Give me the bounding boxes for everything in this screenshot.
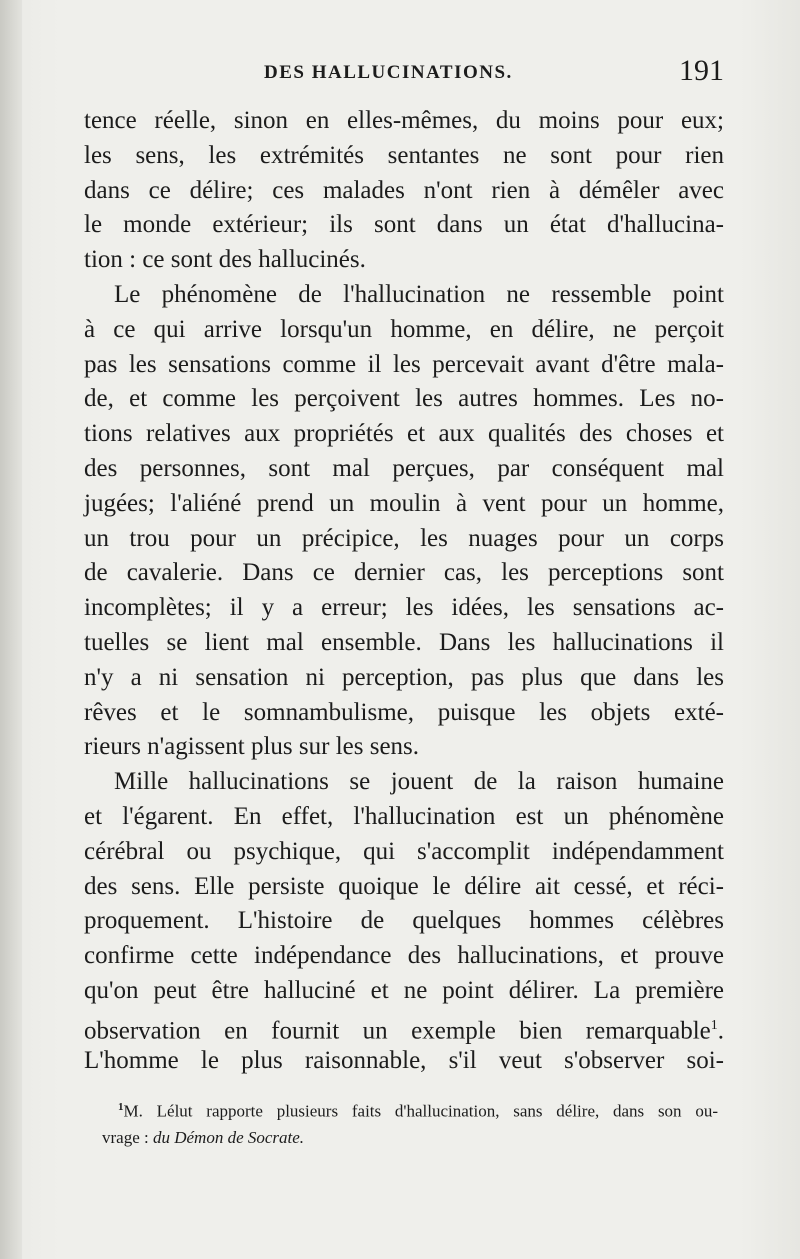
text-line: à ce qui arrive lorsqu'un homme, en délire, ne perçoit [84,315,724,343]
text-line: pas les sensations comme il les percevait avant d'être mala- [84,350,724,378]
paragraph-start-line: Mille hallucinations se jouent de la raison humaine [114,768,724,796]
footnote [102,1094,718,1151]
text-line: rêves et le somnambulisme, puisque les objets exté- [84,698,724,726]
running-title: DES HALLUCINATIONS. [264,62,513,83]
text-line: de, et comme les perçoivent les autres hommes. Les no- [84,385,724,413]
text-line: jugées; l'aliéné prend un moulin à vent pour un homme, [84,489,724,517]
text-line: qu'on peut être halluciné et ne point délirer. La première [84,976,724,1004]
text-line: des sens. Elle persiste quoique le délire ait cessé, et réci- [84,872,724,900]
footnote-book-title: du Démon de Socrate. [152,1127,305,1147]
text-line: L'homme le plus raisonnable, s'il veut s'observer soi- [84,1046,724,1074]
text-line: n'y a ni sensation ni perception, pas plus que dans les [84,663,724,691]
text-line-segment: observation en fournit un exemple bien remarquable [84,1017,711,1045]
text-line: incomplètes; il y a erreur; les idées, les sensations ac- [84,594,724,622]
text-line: le monde extérieur; ils sont dans un état d'hallucina- [84,211,724,239]
footnote-mark: 1 [118,1101,124,1113]
page-header [84,54,724,98]
text-line: et l'égarent. En effet, l'hallucination est un phénomène [84,802,724,830]
page-spine-shadow [0,0,22,1259]
text-line: confirme cette indépendance des hallucinations, et prouve [84,942,724,970]
text-line: tion : ce sont des hallucinés. [84,246,366,274]
text-line: dans ce délire; ces malades n'ont rien à démêler avec [84,176,724,204]
page-number: 191 [679,54,724,87]
text-line: des personnes, sont mal perçues, par conséquent mal [84,454,724,482]
body-text [84,104,724,1078]
footnote-line [102,1125,718,1151]
text-line: les sens, les extrémités sentantes ne sont pour rien [84,141,724,169]
text-line: cérébral ou psychique, qui s'accomplit indépendamment [84,837,724,865]
footnote-text: M. Lélut rapporte plusieurs faits d'hallucination, sans délire, dans son ou- [123,1101,718,1121]
footnote-reference[interactable]: 1 [710,1017,718,1033]
text-line-with-footnote-ref: observation en fournit un exemple bien remarquable$^1$. [84,1017,724,1045]
text-line: rieurs n'agissent plus sur les sens. [84,733,420,761]
footnote-text: vrage : [102,1127,153,1147]
text-line: tuelles se lient mal ensemble. Dans les hallucinations il [84,628,724,656]
footnote-line [118,1094,718,1125]
text-line: un trou pour un précipice, les nuages pour un corps [84,524,724,552]
paragraph-start-line: Le phénomène de l'hallucination ne ressemble point [114,280,724,308]
text-line: tence réelle, sinon en elles-mêmes, du moins pour eux; [84,107,724,134]
text-line: proquement. L'histoire de quelques hommes célèbres [84,907,724,935]
text-line: tions relatives aux propriétés et aux qualités des choses et [84,420,724,448]
text-line: de cavalerie. Dans ce dernier cas, les perceptions sont [84,559,724,587]
